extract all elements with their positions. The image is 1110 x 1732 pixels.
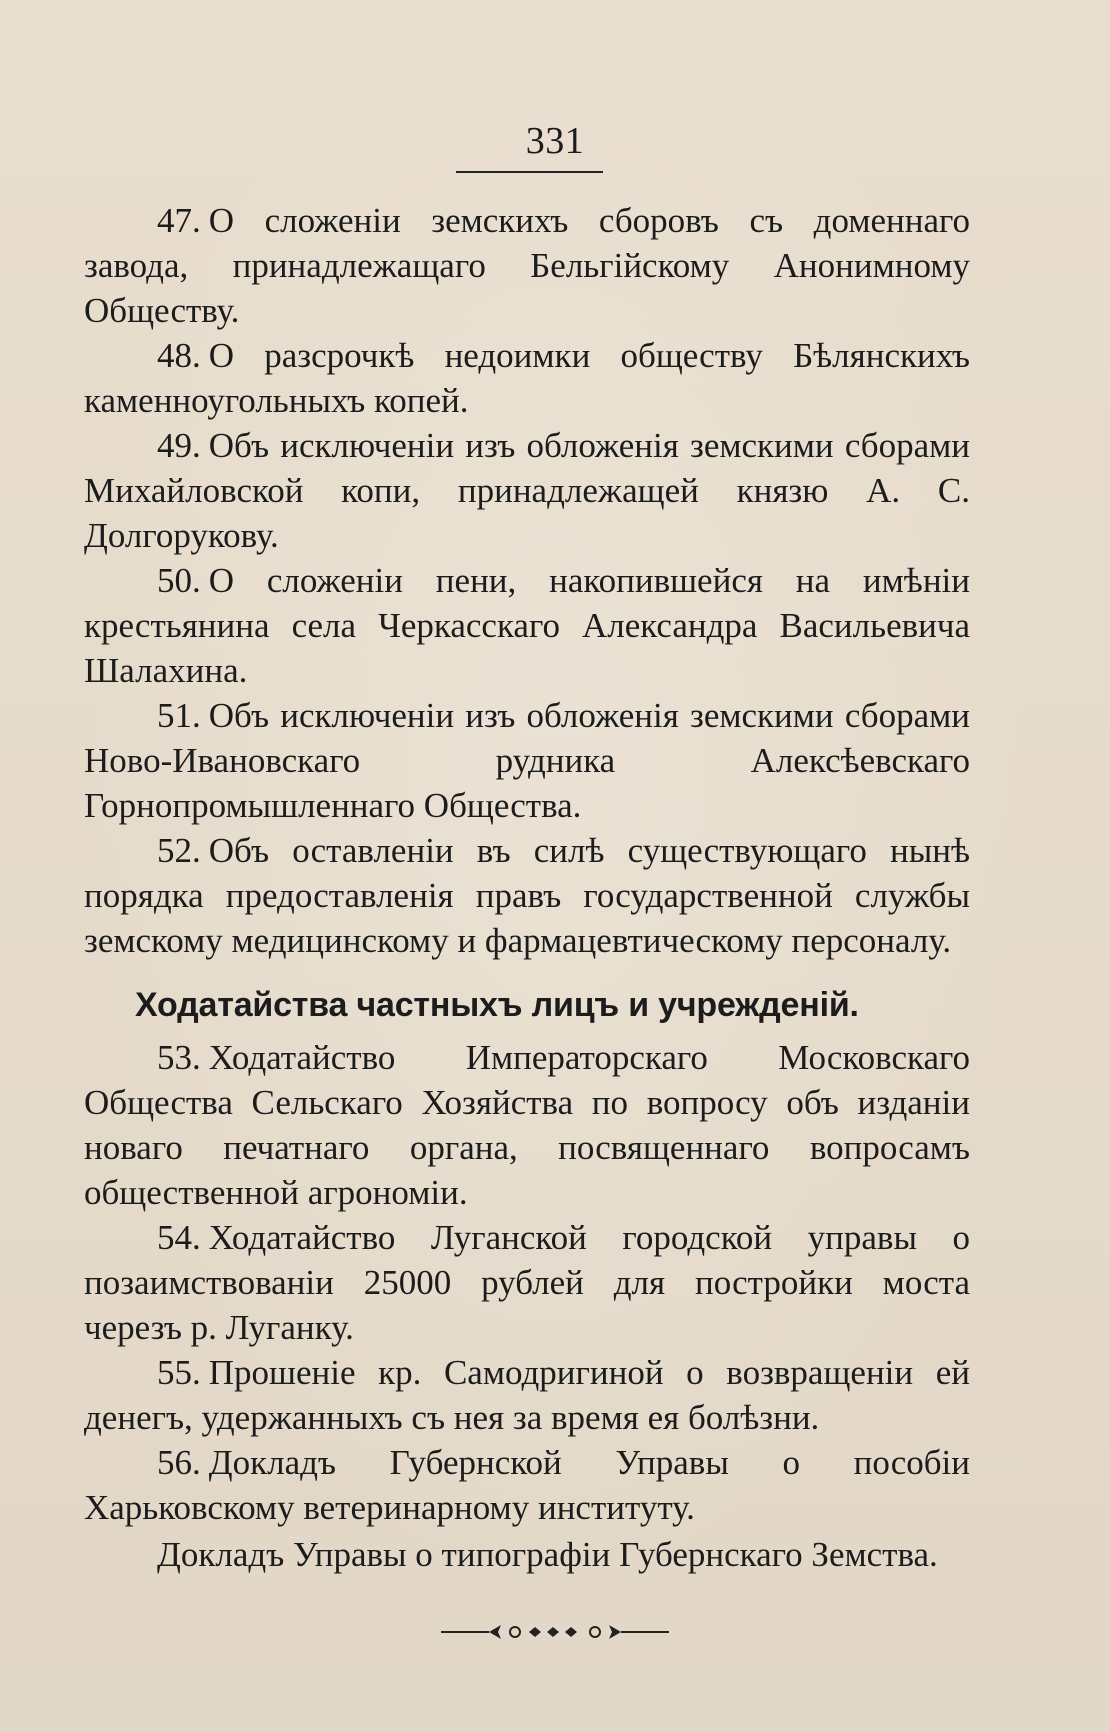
- item-number: 48.: [157, 336, 201, 375]
- section-heading: Ходатайства частныхъ лицъ и учрежденiй.: [135, 986, 859, 1024]
- list-item: [84, 558, 970, 693]
- item-text: Объ исключенiи изъ обложенiя земскими сборами Михайловской копи, принадлежащей князю А. С. Долгорукову.: [84, 426, 970, 555]
- final-note: Докладъ Управы о типографiи Губернскаго Земства.: [157, 1535, 938, 1574]
- list-item: [84, 333, 970, 423]
- list-item: [84, 1440, 970, 1530]
- item-number: 55.: [157, 1353, 201, 1392]
- list-item: [84, 1035, 970, 1215]
- item-text: О разсрочкѣ недоимки обществу Бѣлянскихъ каменноугольныхъ копей.: [84, 336, 970, 420]
- list-item: [84, 1350, 970, 1440]
- item-number: 51.: [157, 696, 201, 735]
- page-number-rule: [456, 171, 603, 173]
- item-number: 50.: [157, 561, 201, 600]
- item-text: О сложенiи пени, накопившейся на имѣнiи крестьянина села Черкасскаго Александра Васильевича Шалахина.: [84, 561, 970, 690]
- item-text: Ходатайство Императорскаго Московскаго Общества Сельскаго Хозяйства по вопросу объ изданiи новаго печатнаго органа, посвященнаго вопросамъ общественной агрономiи.: [84, 1038, 970, 1212]
- item-text: Объ исключенiи изъ обложенiя земскими сборами Ново-Ивановскаго рудника Алексѣевскаго Горнопромышленнаго Общества.: [84, 696, 970, 825]
- list-item: [84, 423, 970, 558]
- item-number: 49.: [157, 426, 201, 465]
- ornament-icon: [441, 1618, 669, 1646]
- list-item: [84, 693, 970, 828]
- page-number: 331: [525, 120, 585, 162]
- page-content: [84, 198, 970, 1577]
- list-item: [84, 198, 970, 333]
- item-text: О сложенiи земскихъ сборовъ съ доменнаго завода, принадлежащаго Бельгiйскому Анонимному Обществу.: [84, 201, 970, 330]
- item-text: Объ оставленiи въ силѣ существующаго нынѣ порядка предоставленiя правъ государственной службы земскому медицинскому и фармацевтическому персоналу.: [84, 831, 970, 960]
- item-text: Ходатайство Луганской городской управы о позаимствованiи 25000 рублей для постройки моста черезъ р. Луганку.: [84, 1218, 970, 1347]
- item-number: 56.: [157, 1443, 201, 1482]
- item-number: 47.: [157, 201, 201, 240]
- list-item: [84, 1215, 970, 1350]
- list-item: [84, 828, 970, 963]
- item-number: 53.: [157, 1038, 201, 1077]
- item-text: Прошенiе кр. Самодригиной о возвращенiи ей денегъ, удержанныхъ съ нея за время ея болѣзни.: [84, 1353, 970, 1437]
- item-number: 52.: [157, 831, 201, 870]
- ornament-divider: [0, 1618, 1110, 1651]
- item-number: 54.: [157, 1218, 201, 1257]
- item-text: Докладъ Губернской Управы о пособiи Харьковскому ветеринарному институту.: [84, 1443, 970, 1527]
